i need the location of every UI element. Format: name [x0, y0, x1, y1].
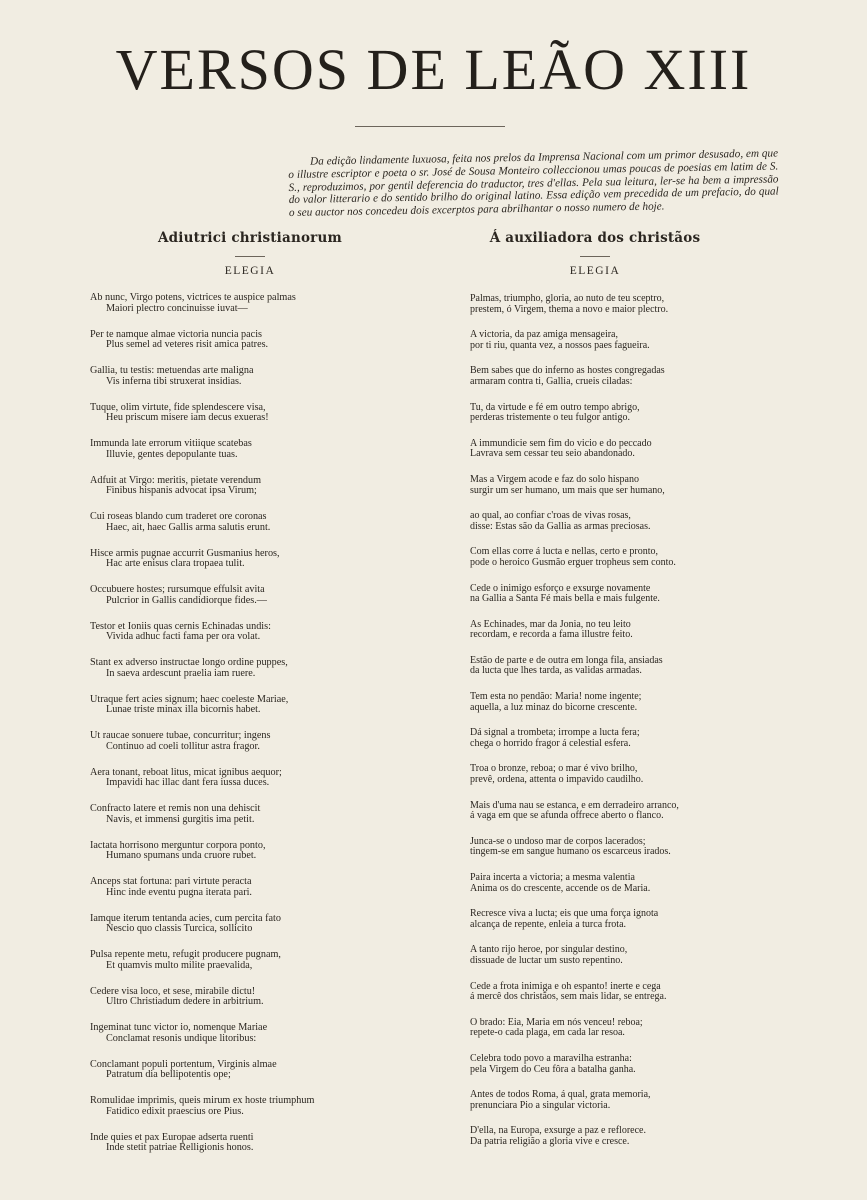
verse-line: repete-o cada plaga, em cada lar resoa.: [470, 1027, 625, 1039]
verse-line: Junca-se o undoso mar de corpos lacerados;: [470, 835, 646, 847]
verse-line: As Echinades, mar da Jonia, no teu leito: [470, 618, 631, 630]
stanza: [470, 1090, 720, 1126]
verse-line: Conclamant populi portentum, Virginis almae: [90, 1058, 277, 1070]
portuguese-title: Á auxiliadora dos christãos: [489, 230, 701, 246]
verse-line: armaram contra ti, Gallia, crueis ciladas:: [470, 375, 633, 387]
verse-line: Cui roseas blando cum traderet ore coronas: [90, 511, 267, 522]
verse-line: Confracto latere et remis non una dehiscit: [90, 803, 261, 814]
verse-line: Recresce viva a lucta; eis que uma força ignota: [470, 908, 659, 920]
stanza: [90, 366, 410, 403]
portuguese-stanzas: [470, 294, 720, 1163]
stanza: [470, 547, 720, 583]
verse-line: Tu, da virtude e fé em outro tempo abrigo,: [470, 401, 640, 413]
latin-title-divider: [235, 256, 265, 257]
verse-line: Haec, ait, haec Gallis arma salutis erunt.: [106, 521, 271, 533]
verse-line: Per te namque almae victoria nuncia pacis: [90, 328, 262, 340]
stanza: [470, 1018, 720, 1054]
stanza: [90, 950, 410, 987]
verse-line: Anceps stat fortuna: pari virtute peracta: [90, 876, 252, 887]
verse-line: O brado: Eia, Maria em nós venceu! reboa;: [470, 1016, 643, 1028]
portuguese-subtitle: ELEGIA: [569, 265, 621, 277]
verse-line: chega o horrido fragor á celestial esfera.: [470, 737, 631, 749]
verse-line: Com ellas corre á lucta e nellas, certo e pronto,: [470, 546, 658, 558]
verse-line: Stant ex adverso instructae longo ordine puppes,: [90, 657, 288, 668]
stanza: [90, 403, 410, 440]
stanza: [90, 1023, 410, 1060]
stanza: [470, 873, 720, 909]
verse-line: Bem sabes que do inferno as hostes congregadas: [470, 365, 665, 377]
verse-line: pela Virgem do Ceu fôra a batalha ganha.: [470, 1063, 636, 1075]
stanza: [470, 656, 720, 692]
latin-subtitle: ELEGIA: [224, 265, 276, 277]
verse-line: Gallia, tu testis: metuendas arte maligna: [90, 365, 254, 376]
verse-line: Aera tonant, reboat litus, micat ignibus aequor;: [90, 766, 282, 778]
stanza: [90, 330, 410, 367]
verse-line: Iactata horrisono merguntur corpora ponto,: [90, 839, 266, 851]
verse-line: Fatidico edixit praescius ore Pius.: [106, 1105, 244, 1117]
stanza: [90, 439, 410, 476]
stanza: [90, 1096, 410, 1133]
verse-line: Finibus hispanis advocat ipsa Virum;: [106, 485, 257, 497]
verse-line: Pulcrior in Gallis candidiorque fides.—: [106, 594, 267, 606]
portuguese-title-divider: [580, 256, 610, 257]
verse-line: Palmas, triumpho, gloria, ao nuto de teu sceptro,: [470, 293, 665, 304]
stanza: [470, 366, 720, 402]
stanza: [470, 330, 720, 366]
stanza: [470, 439, 720, 475]
verse-line: disse: Estas são da Gallia as armas preciosas.: [470, 520, 651, 532]
stanza: [90, 1133, 410, 1170]
stanza: [470, 945, 720, 981]
verse-line: tingem-se em sangue humano os escarceus irados.: [470, 846, 671, 858]
verse-line: Patratum dia bellipotentis ope;: [106, 1069, 231, 1081]
verse-line: In saeva ardescunt praelia iam ruere.: [106, 667, 256, 679]
stanza: [90, 987, 410, 1024]
stanza: [90, 877, 410, 914]
verse-line: Hac arte enisus clara tropaea tulit.: [106, 558, 245, 570]
latin-stanzas: [90, 293, 410, 1169]
stanza: [470, 837, 720, 873]
stanza: [90, 841, 410, 878]
verse-line: Ultro Christiadum dedere in arbitrium.: [106, 996, 264, 1008]
verse-line: Illuvie, gentes depopulante tuas.: [106, 448, 238, 460]
verse-line: Vivida adhuc facti fama per ora volat.: [106, 631, 261, 643]
verse-line: Lunae triste minax illa bicornis habet.: [106, 704, 261, 716]
verse-line: Ingeminat tunc victor io, nomenque Mariae: [90, 1022, 268, 1033]
verse-line: Occubuere hostes; rursumque effulsit avita: [90, 584, 265, 595]
verse-line: Troa o bronze, reboa; o mar é vivo brilho,: [470, 763, 638, 775]
stanza: [470, 584, 720, 620]
verse-line: aquella, a luz minaz do bicorne crescente.: [470, 701, 638, 713]
stanza: [470, 475, 720, 511]
verse-line: prestem, ó Virgem, thema a novo e maior plectro.: [470, 303, 669, 315]
verse-line: recordam, e recorda a fama illustre feito.: [470, 629, 633, 641]
verse-line: Mas a Virgem acode e faz do solo hispano: [470, 473, 639, 485]
stanza: [90, 731, 410, 768]
verse-line: Immunda late errorum vitiique scatebas: [90, 438, 252, 449]
stanza: [90, 914, 410, 951]
verse-line: Inde quies et pax Europae adserta ruenti: [90, 1131, 254, 1143]
verse-line: alcança de repente, enleia a turca frota.: [470, 918, 627, 930]
verse-line: Lavrava sem cessar teu seio abandonado.: [470, 448, 635, 460]
stanza: [90, 549, 410, 586]
verse-line: Ut raucae sonuere tubae, concurritur; ingens: [90, 730, 271, 741]
verse-line: Nescio quo classis Turcica, sollicito: [106, 923, 253, 935]
verse-line: Hisce armis pugnae accurrit Gusmanius heros,: [90, 547, 280, 559]
stanza: [470, 294, 720, 330]
stanza: [470, 511, 720, 547]
verse-line: Ab nunc, Virgo potens, victrices te auspice palmas: [90, 292, 296, 303]
latin-column: [90, 230, 410, 1169]
stanza: [90, 585, 410, 622]
intro-paragraph: [288, 147, 779, 220]
latin-title: Adiutrici christianorum: [157, 230, 342, 246]
verse-line: A victoria, da paz amiga mensageira,: [470, 329, 618, 341]
verse-line: Adfuit at Virgo: meritis, pietate verendum: [90, 474, 262, 486]
verse-line: D'ella, na Europa, exsurge a paz e reflorece.: [470, 1125, 646, 1137]
verse-line: por ti riu, quanta vez, a nossos paes fagueira.: [470, 339, 650, 351]
title-divider: [355, 126, 505, 127]
verse-line: Cede a frota inimiga e oh espanto! inerte e cega: [470, 980, 661, 992]
stanza: [90, 622, 410, 659]
stanza: [90, 768, 410, 805]
verse-line: surgir um ser humano, um mais que ser humano,: [470, 484, 665, 496]
verse-line: A immundicie sem fim do vicio e do peccado: [470, 437, 652, 449]
verse-line: Paira incerta a victoria; a mesma valentia: [470, 872, 635, 883]
intro-text: Da edição lindamente luxuosa, feita nos prelos da Imprensa Nacional com um primor desusado, em que o illustre escriptor e poeta o sr. José de Sousa Monteiro colleccionou umas poucas de poesias em latim de S. S., reproduzimos, por gentil deferencia do traductor, tres d'ellas. Pela sua leitura, ler-se ha bem a impressão do valor litterario e do sentido brilho do original latino. Essa edição vem precedida de um prefacio, do qual o seu auctor nos concedeu dois excerptos para abrilhantar o nosso numero de hoje.: [288, 147, 779, 220]
verse-line: na Gallia a Santa Fé mais bella e mais fulgente.: [470, 593, 660, 605]
verse-line: Maiori plectro concinuisse iuvat—: [106, 302, 248, 314]
verse-line: Antes de todos Roma, á qual, grata memoria,: [470, 1089, 651, 1101]
verse-line: Tuque, olim virtute, fide splendescere visa,: [90, 401, 266, 413]
verse-line: Plus semel ad veteres risit amica patres.: [106, 339, 269, 351]
stanza: [470, 403, 720, 439]
verse-line: Cede o inimigo esforço e exsurge novamente: [470, 582, 651, 594]
verse-line: Celebra todo povo a maravilha estranha:: [470, 1052, 632, 1064]
portuguese-column: [470, 230, 720, 1163]
verse-line: Conclamat resonis undique litoribus:: [106, 1032, 257, 1044]
stanza: [470, 801, 720, 837]
verse-line: Anima os do crescente, accende os de Maria.: [470, 882, 651, 894]
verse-line: á mercê dos christãos, sem mais lidar, se entrega.: [470, 991, 667, 1003]
verse-line: prenunciara Pio a singular victoria.: [470, 1099, 611, 1111]
verse-line: Pulsa repente metu, refugit producere pugnam,: [90, 949, 281, 960]
verse-line: da lucta que lhes tarda, as validas armadas.: [470, 665, 642, 677]
verse-line: A tanto rijo heroe, por singular destino,: [470, 944, 628, 956]
stanza: [470, 764, 720, 800]
stanza: [90, 658, 410, 695]
stanza: [470, 728, 720, 764]
page-title: VERSOS DE LEÃO XIII: [115, 37, 752, 102]
verse-line: Estão de parte e de outra em longa fila, ansiadas: [470, 654, 663, 666]
verse-line: Da patria religião a gloria vive e cresce.: [470, 1135, 630, 1147]
verse-line: Hinc inde eventu pugna iterata pari.: [106, 886, 252, 898]
stanza: [470, 909, 720, 945]
verse-line: Navis, et immensi gurgitis ima petit.: [106, 813, 255, 825]
stanza: [470, 1054, 720, 1090]
verse-line: Impavidi hac illac dant fera iussa duces.: [106, 777, 270, 789]
verse-line: perderas tristemente o teu fulgor antigo.: [470, 412, 630, 424]
verse-line: pode o heroico Gusmão erguer tropheus sem conto.: [470, 556, 676, 568]
verse-line: prevê, ordena, attenta o impavido caudilho.: [470, 774, 644, 786]
stanza: [90, 512, 410, 549]
verse-line: dissuade de luctar um susto repentino.: [470, 954, 623, 966]
verse-line: Heu priscum misere iam decus exueras!: [106, 412, 269, 424]
stanza: [90, 476, 410, 513]
verse-line: Romulidae imprimis, queis mirum ex hoste triumphum: [90, 1095, 315, 1106]
stanza: [470, 620, 720, 656]
verse-line: Inde stetit patriae Relligionis honos.: [106, 1142, 254, 1154]
verse-line: á vaga em que se afunda offrece aberto o flanco.: [470, 810, 664, 822]
verse-line: Humano spumans unda cruore rubet.: [106, 850, 257, 862]
verse-line: Tem esta no pendão: Maria! nome ingente;: [470, 691, 642, 703]
verse-line: Et quamvis multo milite praevalida,: [106, 959, 253, 971]
stanza: [90, 293, 410, 330]
verse-line: Utraque fert acies signum; haec coeleste Mariae,: [90, 693, 289, 705]
stanza: [90, 1060, 410, 1097]
verse-line: ao qual, ao confiar c'roas de vivas rosas,: [470, 510, 631, 522]
verse-line: Iamque iterum tentanda acies, cum percita fato: [90, 912, 281, 924]
verse-line: Testor et Ioniis quas cernis Echinadas undis:: [90, 620, 271, 632]
verse-line: Continuo ad coeli tollitur astra fragor.: [106, 740, 260, 752]
verse-line: Vis inferna tibi struxerat insidias.: [106, 375, 242, 387]
stanza: [470, 692, 720, 728]
stanza: [90, 695, 410, 732]
stanza: [90, 804, 410, 841]
verse-line: Dá signal a trombeta; irrompe a lucta fera;: [470, 727, 640, 739]
stanza: [470, 1126, 720, 1162]
verse-line: Mais d'uma nau se estanca, e em derradeiro arranco,: [470, 799, 679, 811]
stanza: [470, 982, 720, 1018]
verse-line: Cedere visa loco, et sese, mirabile dictu!: [90, 985, 256, 997]
